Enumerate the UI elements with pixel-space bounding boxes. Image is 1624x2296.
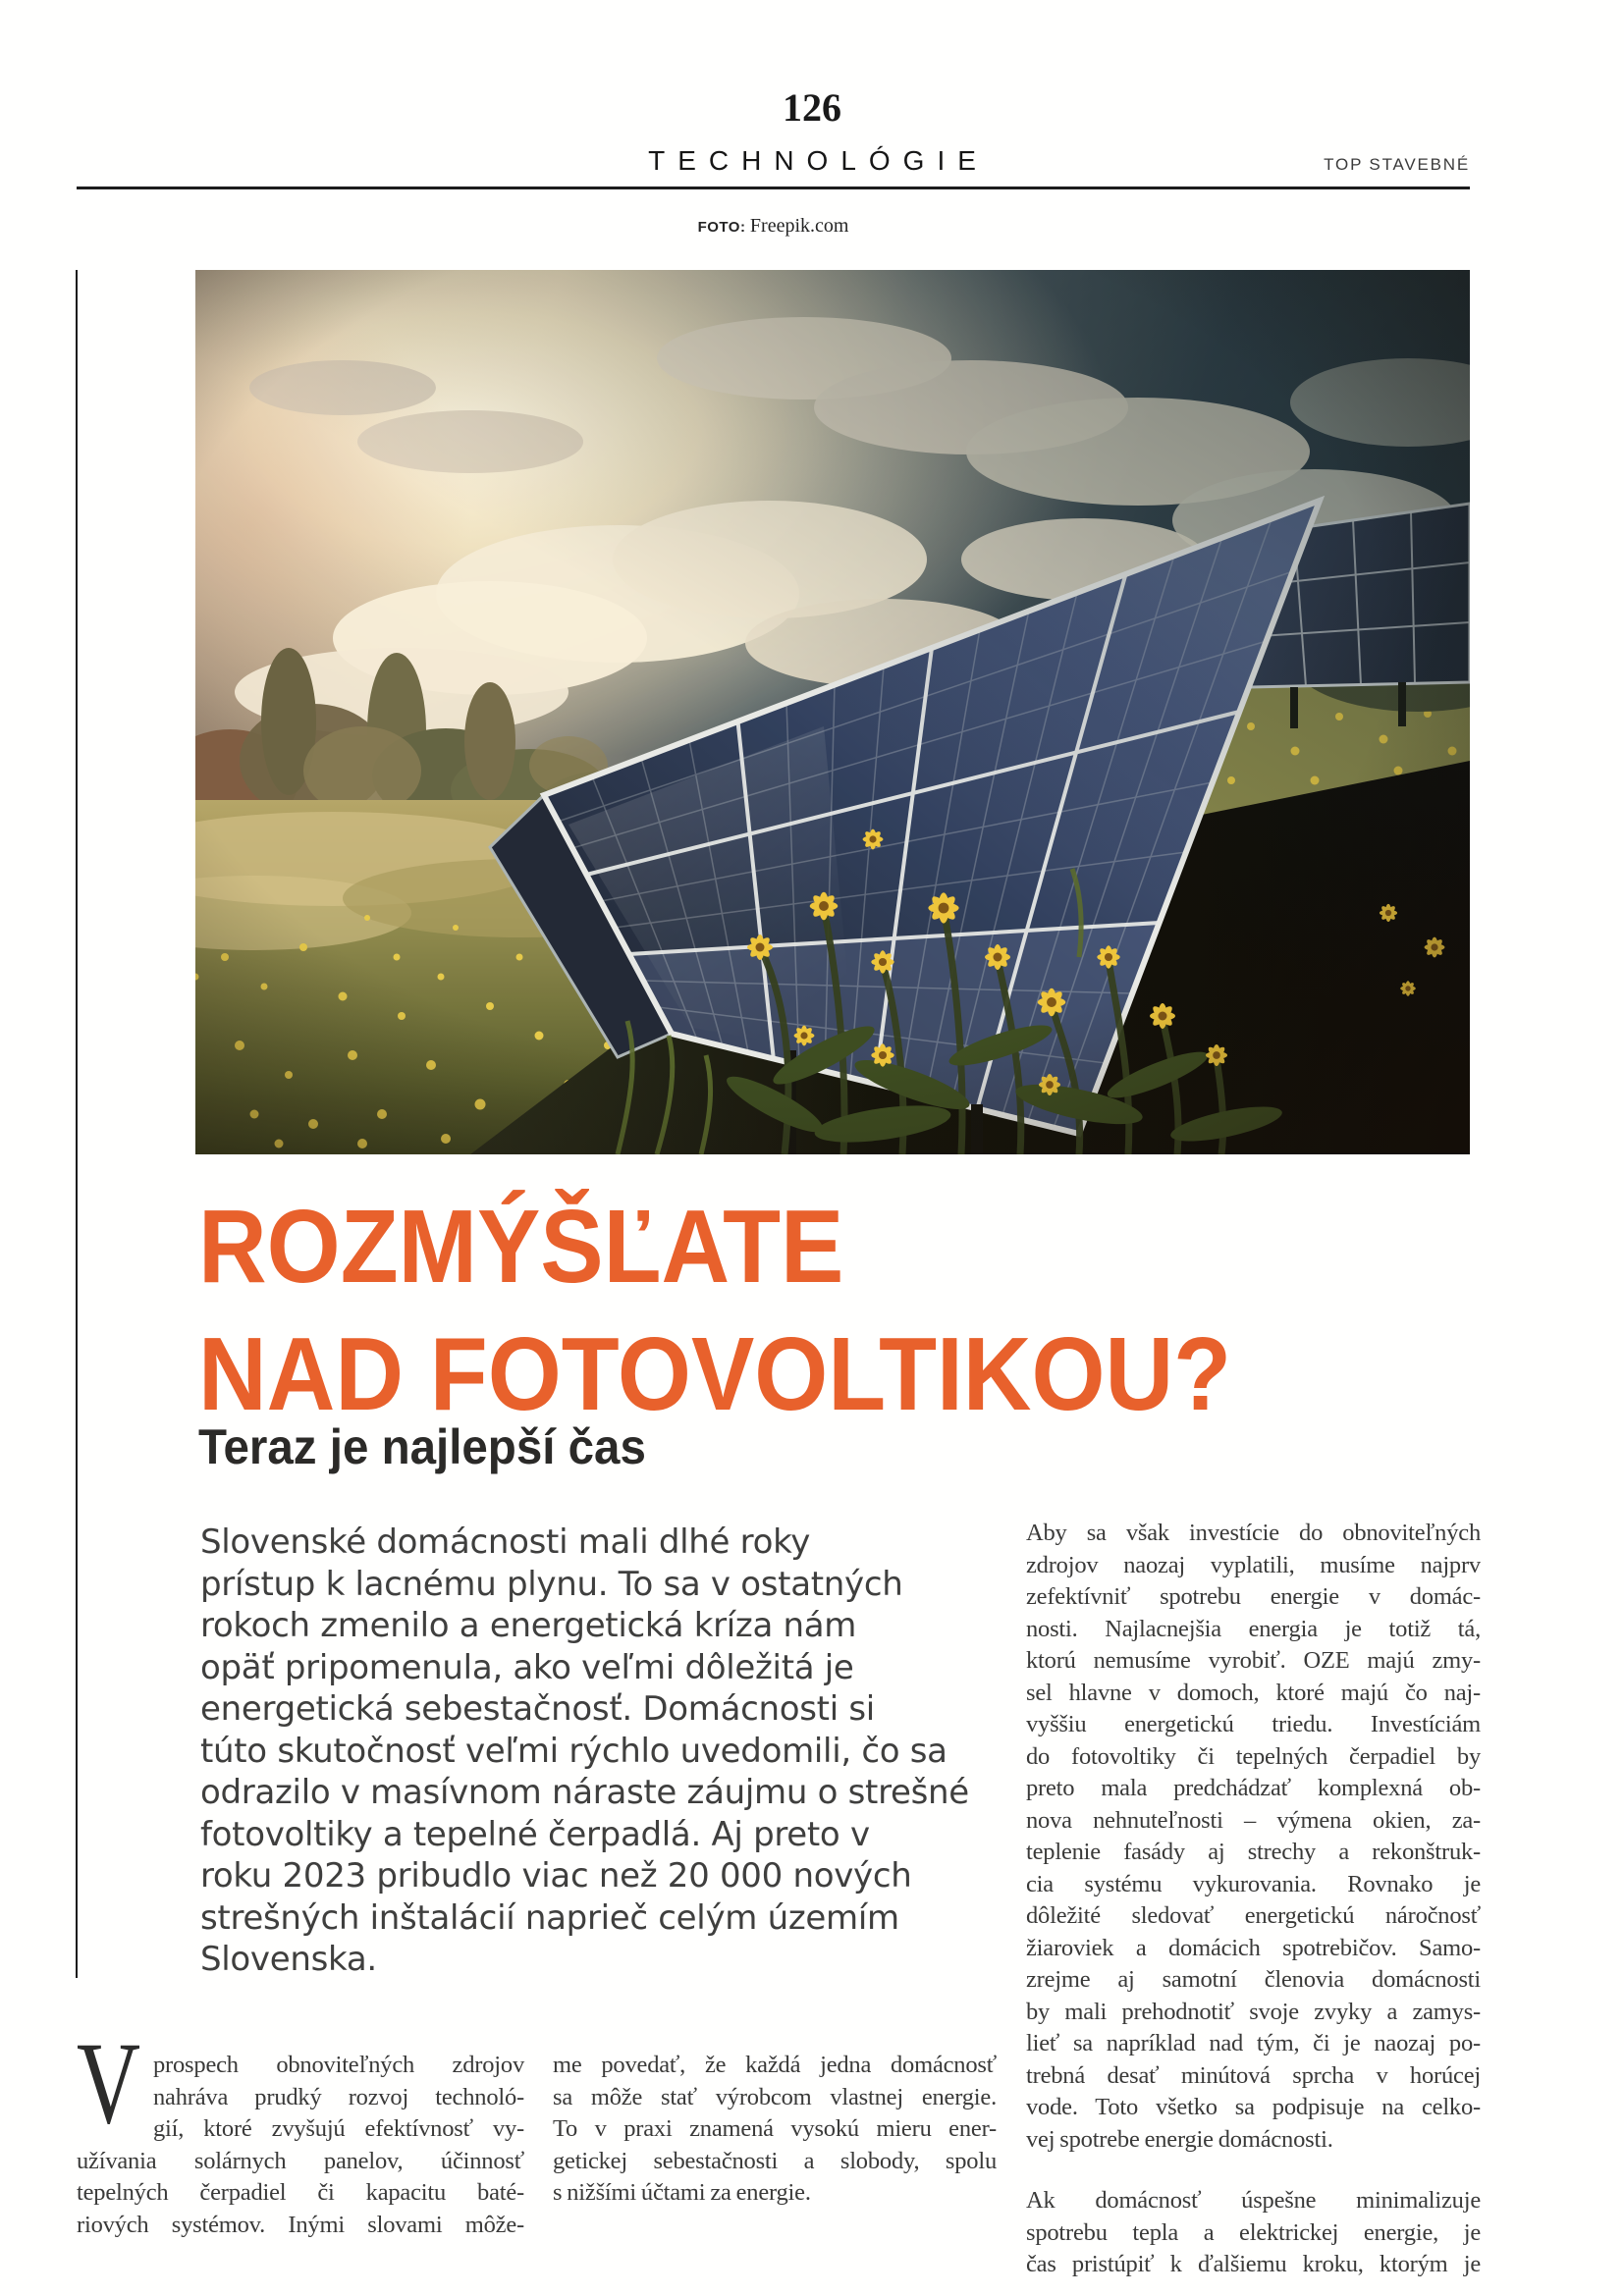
text-line: Ak domácnosť úspešne minimalizuje — [1026, 2187, 1481, 2214]
text-line: vej spotrebe energie domácnosti. — [1026, 2125, 1333, 2153]
text-line: túto skutočnosť veľmi rýchlo uvedomili, čo sa — [200, 1731, 947, 1771]
text-line: gií, ktoré zvyšujú efektívnosť vy- — [153, 2115, 524, 2142]
body-column-3-paragraph-2 — [1026, 2185, 1481, 2281]
text-line: Aby sa však investície do obnoviteľných — [1026, 1520, 1481, 1546]
text-line: cia systému vykurovania. Rovnako je — [1026, 1870, 1481, 1897]
lead-paragraph — [200, 1522, 1025, 1981]
text-line: sel hlavne v domoch, ktoré majú čo naj- — [1026, 1679, 1481, 1706]
text-line: užívania solárnych panelov, účinnosť — [77, 2147, 524, 2174]
text-line: strešných inštalácií naprieč celým územím — [200, 1897, 899, 1938]
text-line: spotrebu tepla a elektrickej energie, je — [1026, 2218, 1481, 2246]
left-margin-rule — [76, 270, 78, 1978]
header-rule — [77, 187, 1470, 189]
text-line: lieť sa napríklad nad tým, či je naozaj po- — [1026, 2030, 1481, 2056]
text-line: nosti. Najlacnejšia energia je totiž tá, — [1026, 1615, 1481, 1642]
text-line: nahráva prudký rozvoj technoló- — [153, 2083, 524, 2110]
article-photo — [195, 270, 1470, 1154]
body-column-2-text — [553, 2050, 997, 2210]
text-line: energetická sebestačnosť. Domácnosti si — [200, 1689, 875, 1729]
headline-line-2: NAD FOTOVOLTIKOU? — [198, 1316, 1232, 1432]
text-line: by mali prehodnotiť svoje zvyky a zamys- — [1026, 1998, 1481, 2025]
text-line: zrejme aj samotní členovia domácnosti — [1026, 1966, 1481, 1993]
text-line: me povedať, že každá jedna domácnosť — [553, 2052, 997, 2078]
text-line: tepelných čerpadiel či kapacitu baté- — [77, 2179, 524, 2206]
drop-cap: V — [77, 2017, 140, 2148]
text-line: vode. Toto všetko sa podpisuje na celko- — [1026, 2094, 1481, 2120]
text-line: žiaroviek a domácich spotrebičov. Samo- — [1026, 1934, 1481, 1961]
text-line: teplenie fasády aj strechy a rekonštruk- — [1026, 1839, 1481, 1865]
text-line: odrazilo v masívnom náraste záujmu o strešné — [200, 1773, 969, 1812]
body-column-2 — [553, 2050, 997, 2210]
text-line: dôležité sledovať energetickú náročnosť — [1026, 1902, 1481, 1929]
article-headline — [198, 1183, 1333, 1438]
text-line: zdrojov naozaj vyplatili, musíme najprv — [1026, 1551, 1481, 1578]
text-line: zefektívniť spotrebu energie v domác- — [1026, 1583, 1481, 1610]
text-line: Slovenska. — [200, 1940, 377, 1979]
text-line: preto mala predchádzať komplexná ob- — [1026, 1775, 1481, 1801]
text-line: prospech obnoviteľných zdrojov — [153, 2052, 524, 2078]
text-line: getickej sebestačnosti a slobody, spolu — [553, 2147, 997, 2174]
body-column-3 — [1026, 1518, 1481, 2281]
text-line: ktorú nemusíme vyrobiť. OZE majú zmy- — [1026, 1647, 1481, 1674]
text-line: Slovenské domácnosti mali dlhé roky — [200, 1522, 811, 1562]
text-line: vyššiu energetickú triedu. Investíciám — [1026, 1711, 1481, 1737]
text-line: čas pristúpiť k ďalšiemu kroku, ktorým je — [1026, 2251, 1481, 2277]
text-line: prístup k lacnému plynu. To sa v ostatných — [200, 1564, 903, 1604]
vignette — [195, 270, 1470, 1154]
text-line: opäť pripomenula, ako veľmi dôležitá je — [200, 1647, 854, 1687]
solar-panel-photo-illustration — [195, 270, 1470, 1154]
section-title: TECHNOLÓGIE — [648, 145, 989, 176]
body-column-3-paragraph-1 — [1026, 1518, 1481, 2156]
magazine-label: TOP STAVEBNÉ — [1324, 155, 1470, 174]
text-line: roku 2023 pribudlo viac než 20 000 nových — [200, 1856, 912, 1896]
text-line: nova nehnuteľnosti – výmena okien, za- — [1026, 1806, 1481, 1834]
text-line: rokoch zmenilo a energetická kríza nám — [200, 1606, 857, 1645]
text-line: do fotovoltiky či tepelných čerpadiel by — [1026, 1742, 1481, 1770]
body-column-1 — [77, 2017, 524, 2241]
text-line: trebná desať minútová sprcha v horúcej — [1026, 2061, 1481, 2089]
page-number: 126 — [783, 85, 841, 130]
photo-credit-label: FOTO: — [697, 219, 746, 236]
text-line: fotovoltiky a tepelné čerpadlá. Aj preto v — [200, 1814, 870, 1854]
headline-line-1: ROZMÝŠĽATE — [198, 1189, 844, 1305]
text-line: sa môže stať výrobcom vlastnej energie. — [553, 2083, 997, 2110]
photo-credit-value: Freepik.com — [749, 215, 849, 237]
article-subheadline: Teraz je najlepší čas — [198, 1419, 646, 1474]
body-column-1-text — [77, 2050, 524, 2241]
text-line: riových systémov. Inými slovami môže- — [77, 2211, 524, 2238]
photo-credit — [77, 215, 1470, 238]
text-line: s nižšími účtami za energie. — [553, 2179, 811, 2206]
text-line: To v praxi znamená vysokú mieru ener- — [553, 2115, 997, 2142]
